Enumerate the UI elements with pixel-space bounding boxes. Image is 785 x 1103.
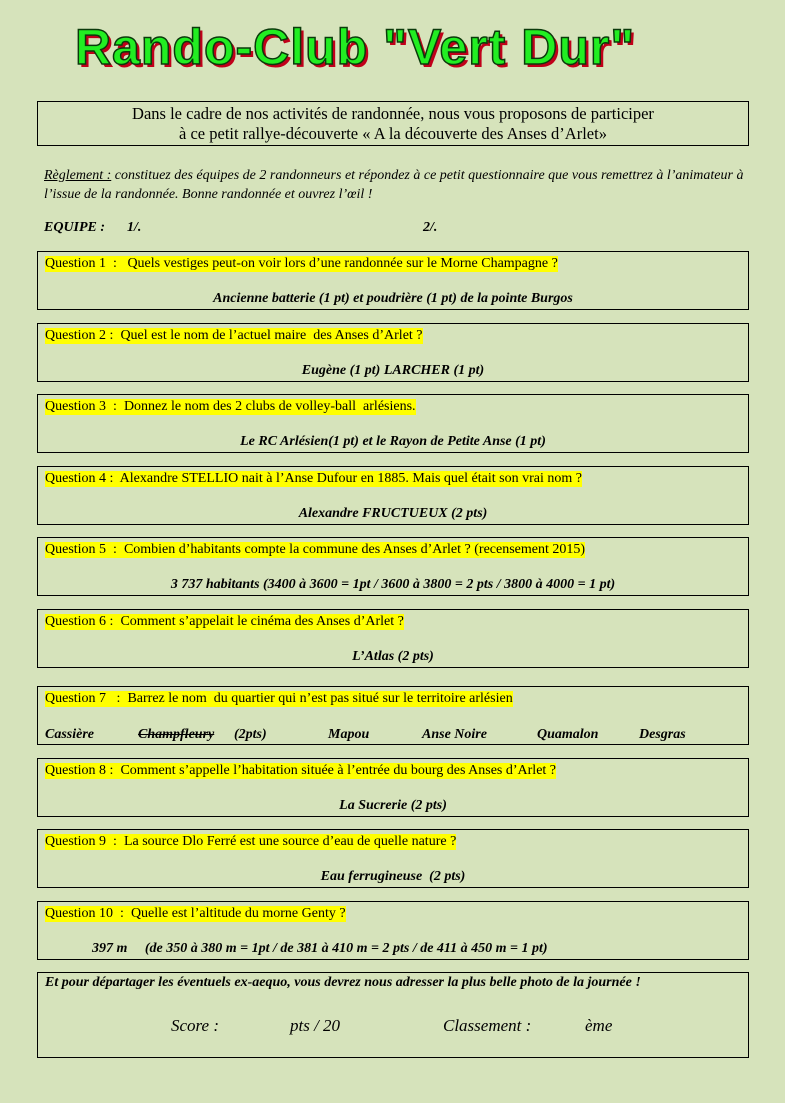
question-answer: Ancienne batterie (1 pt) et poudrière (1 pt) de la pointe Burgos <box>213 291 573 306</box>
rank-label: Classement : <box>443 1016 532 1035</box>
option-champfleury-struck: Champfleury <box>138 727 215 742</box>
question-label: Question 6 : Comment s’appelait le cinéma des Anses d’Arlet ? <box>45 614 404 629</box>
question-label: Question 7 : Barrez le nom du quartier qui n’est pas situé sur le territoire arlésien <box>45 691 513 706</box>
question-label: Question 1 : Quels vestiges peut-on voir lors d’une randonnée sur le Morne Champagne ? <box>45 256 558 271</box>
question-answer: L’Atlas (2 pts) <box>352 649 434 664</box>
team-line <box>44 220 749 240</box>
option-anse-noire: Anse Noire <box>422 727 487 742</box>
score-label: Score : <box>171 1016 219 1035</box>
question-6 <box>37 609 749 668</box>
question-answer: 3 737 habitants (3400 à 3600 = 1pt / 3600 à 3800 = 2 pts / 3800 à 4000 = 1 pt) <box>170 577 616 592</box>
question-label: Question 3 : Donnez le nom des 2 clubs de volley-ball arlésiens. <box>45 399 416 414</box>
page-title: Rando-Club "Vert Dur" <box>74 19 636 75</box>
question-label: Question 4 : Alexandre STELLIO nait à l’Anse Dufour en 1885. Mais quel était son vrai nom ? <box>45 471 582 486</box>
question-3 <box>37 394 749 453</box>
question-10 <box>37 901 749 960</box>
question-answer: 397 m (de 350 à 380 m = 1pt / de 381 à 410 m = 2 pts / de 411 à 450 m = 1 pt) <box>92 941 548 956</box>
option-mapou: Mapou <box>328 727 370 742</box>
question-label: Question 10 : Quelle est l’altitude du morne Genty ? <box>45 906 346 921</box>
rules-paragraph <box>44 166 749 204</box>
score-points: pts / 20 <box>290 1016 341 1035</box>
intro-line-1: Dans le cadre de nos activités de randonnée, nous vous proposons de participer <box>132 104 654 123</box>
question-label: Question 5 : Combien d’habitants compte la commune des Anses d’Arlet ? (recensement 2015) <box>45 542 586 557</box>
question-answer: Alexandre FRUCTUEUX (2 pts) <box>298 506 488 521</box>
question-label: Question 2 : Quel est le nom de l’actuel maire des Anses d’Arlet ? <box>45 328 423 343</box>
rules-label: Règlement : <box>44 168 112 183</box>
intro-box <box>37 101 749 146</box>
intro-line-2: à ce petit rallye-découverte « A la découverte des Anses d’Arlet» <box>179 124 607 143</box>
team-member-2: 2/. <box>423 220 438 235</box>
option-quamalon: Quamalon <box>537 727 599 742</box>
question-4 <box>37 466 749 525</box>
question-2 <box>37 323 749 382</box>
option-desgras: Desgras <box>639 727 686 742</box>
question-5 <box>37 537 749 596</box>
team-label: EQUIPE : <box>44 220 106 235</box>
question-9 <box>37 829 749 888</box>
rank-suffix: ème <box>585 1016 613 1035</box>
final-box <box>37 972 749 1058</box>
question-label: Question 9 : La source Dlo Ferré est une source d’eau de quelle nature ? <box>45 834 457 849</box>
option-points: (2pts) <box>234 727 267 742</box>
question-answer: Le RC Arlésien(1 pt) et le Rayon de Petite Anse (1 pt) <box>240 434 546 449</box>
option-cassiere: Cassière <box>45 727 94 742</box>
question-label: Question 8 : Comment s’appelle l’habitation située à l’entrée du bourg des Anses d’Arlet ? <box>45 763 557 778</box>
rules-text: constituez des équipes de 2 randonneurs et répondez à ce petit questionnaire que vous remettrez à l’animateur à l’issue de la randonnée. Bonne randonnée et ouvrez l’œil ! <box>44 168 744 202</box>
tiebreak-text: Et pour départager les éventuels ex-aequo, vous devrez nous adresser la plus belle photo de la journée ! <box>45 975 641 990</box>
question-1 <box>37 251 749 310</box>
team-member-1: 1/. <box>127 220 142 235</box>
question-answer: La Sucrerie (2 pts) <box>339 798 447 813</box>
question-answer: Eau ferrugineuse (2 pts) <box>320 869 466 884</box>
question-7 <box>37 686 749 745</box>
question-answer: Eugène (1 pt) LARCHER (1 pt) <box>301 363 485 378</box>
question-8 <box>37 758 749 817</box>
